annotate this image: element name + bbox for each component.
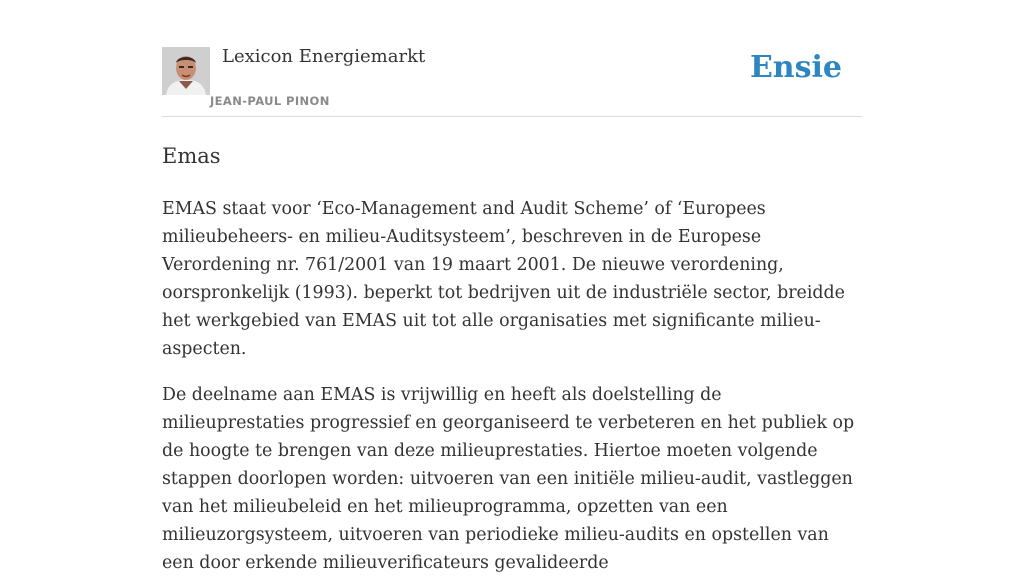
entry-title: Emas	[162, 144, 221, 168]
avatar[interactable]	[162, 47, 210, 95]
author-portrait-icon	[162, 47, 210, 95]
header	[162, 0, 862, 117]
lexicon-title[interactable]: Lexicon Energiemarkt	[222, 46, 426, 67]
brand-logo[interactable]: Ensie	[749, 50, 842, 85]
entry-paragraph: EMAS staat voor ‘Eco-Management and Audit Scheme’ of ‘Europees milieubeheers- en milieu-Auditsysteem’, beschreven in de Europese Verordening nr. 761/2001 van 19 maart 2001. De nieuwe verordening, oorspronkelijk (1993). beperkt tot bedrijven uit de industriële sector, breidde het werkgebied van EMAS uit tot alle organisaties met significante milieu-aspecten.	[162, 199, 845, 359]
author-name[interactable]: JEAN-PAUL PINON	[210, 94, 330, 108]
entry-paragraph: De deelname aan EMAS is vrijwillig en heeft als doelstelling de milieuprestaties progressief en georganiseerd te verbeteren en het publiek op de hoogte te brengen van deze milieuprestaties. Hiertoe moeten volgende stappen doorlopen worden: uitvoeren van een initiële milieu-audit, vastleggen van het milieubeleid en het milieuprogramma, opzetten van een milieuzorgsysteem, uitvoeren van periodieke milieu-audits en opstellen van een door erkende milieuverificateurs gevalideerde	[162, 385, 855, 573]
page	[162, 0, 862, 577]
